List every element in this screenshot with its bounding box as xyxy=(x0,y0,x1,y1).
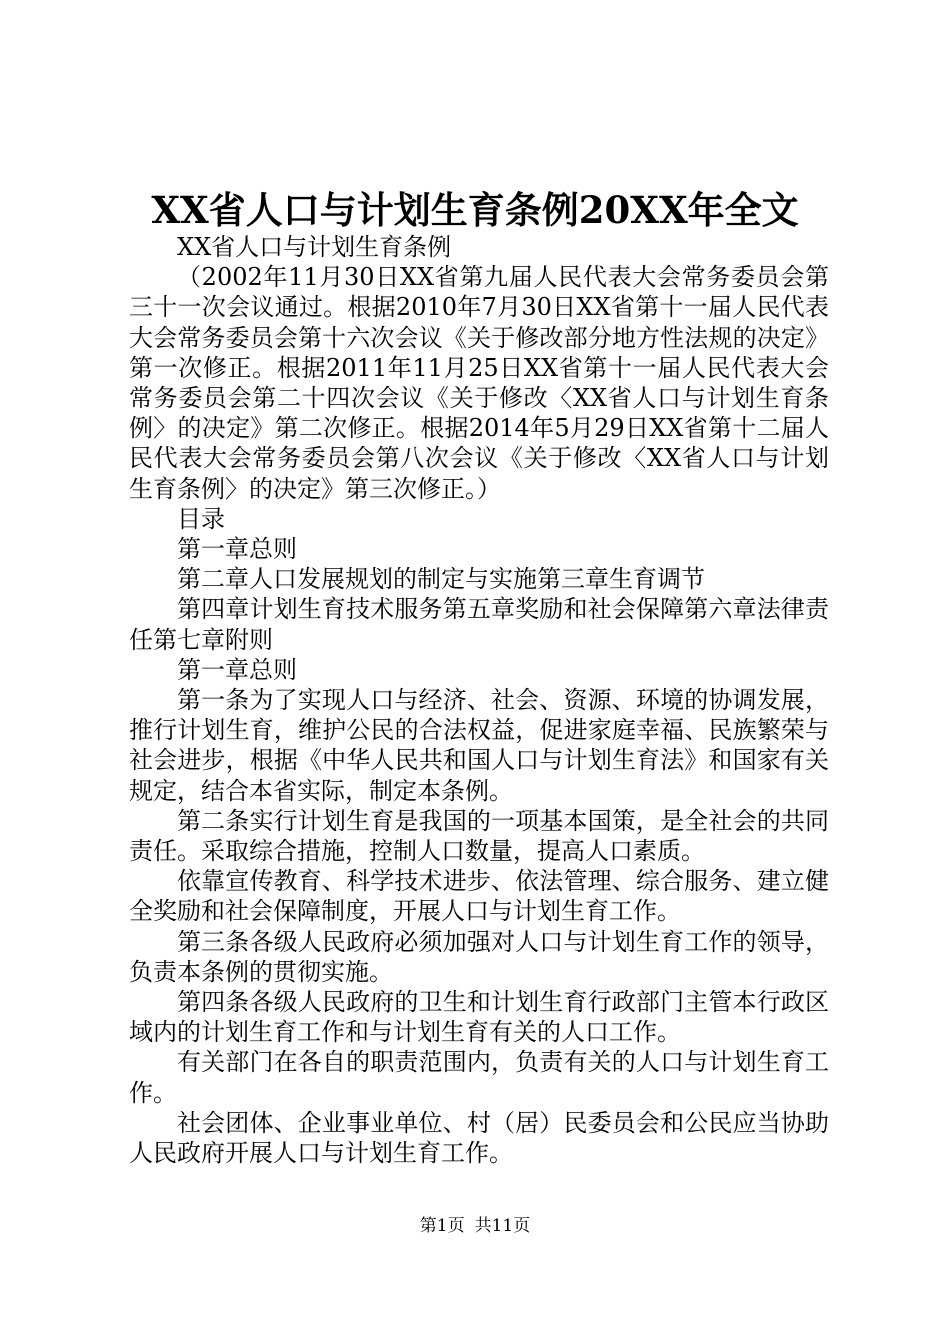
paragraph-toc-chapters-2-3: 第二章人口发展规划的制定与实施第三章生育调节 xyxy=(177,565,705,594)
paragraph-article-2-cont: 依靠宣传教育、科学技术进步、依法管理、综合服务、建立健全奖励和社会保障制度，开展人口与计划生育工作。 xyxy=(129,867,829,926)
paragraph-toc-heading: 目录 xyxy=(177,504,225,533)
paragraph-article-4-cont-1: 有关部门在各自的职责范围内，负责有关的人口与计划生育工作。 xyxy=(129,1048,829,1107)
document-title: XX省人口与计划生育条例20XX年全文 xyxy=(151,188,799,232)
paragraph-article-4-cont-2: 社会团体、企业事业单位、村（居）民委员会和公民应当协助人民政府开展人口与计划生育工作。 xyxy=(129,1108,829,1168)
page-number: 第1页 xyxy=(419,1216,465,1236)
page-total: 共11页 xyxy=(474,1216,531,1236)
paragraph-article-3: 第三条各级人民政府必须加强对人口与计划生育工作的领导，负责本条例的贯彻实施。 xyxy=(129,927,829,986)
paragraph-regulation-name: XX省人口与计划生育条例 xyxy=(177,233,452,261)
paragraph-toc-chapters-4-7: 第四章计划生育技术服务第五章奖励和社会保障第六章法律责任第七章附则 xyxy=(129,595,829,654)
paragraph-article-4: 第四条各级人民政府的卫生和计划生育行政部门主管本行政区域内的计划生育工作和与计划生育有关的人口工作。 xyxy=(129,988,829,1047)
paragraph-article-1: 第一条为了实现人口与经济、社会、资源、环境的协调发展，推行计划生育，维护公民的合法权益，促进家庭幸福、民族繁荣与社会进步，根据《中华人民共和国人口与计划生育法》和国家有关规定，结合本省实际，制定本条例。 xyxy=(129,686,829,805)
document-body xyxy=(129,232,829,1168)
paragraph-amendment-history: （2002年11月30日XX省第九届人民代表大会常务委员会第三十一次会议通过。根据2010年7月30日XX省第十一届人民代表大会常务委员会第十六次会议《关于修改部分地方性法规的决定》第一次修正。根据2011年11月25日XX省第十一届人民代表大会常务委员会第二十四次会议《关于修改〈XX省人口与计划生育条例〉的决定》第二次修正。根据2014年5月29日XX省第十二届人民代表大会常务委员会第八次会议《关于修改〈XX省人口与计划生育条例〉的决定》第三次修正。） xyxy=(129,263,829,503)
paragraph-chapter-1-heading: 第一章总则 xyxy=(177,655,297,684)
page-footer xyxy=(0,1214,950,1238)
paragraph-toc-chapter-1: 第一章总则 xyxy=(177,535,297,564)
paragraph-article-2: 第二条实行计划生育是我国的一项基本国策，是全社会的共同责任。采取综合措施，控制人口数量，提高人口素质。 xyxy=(129,806,829,866)
